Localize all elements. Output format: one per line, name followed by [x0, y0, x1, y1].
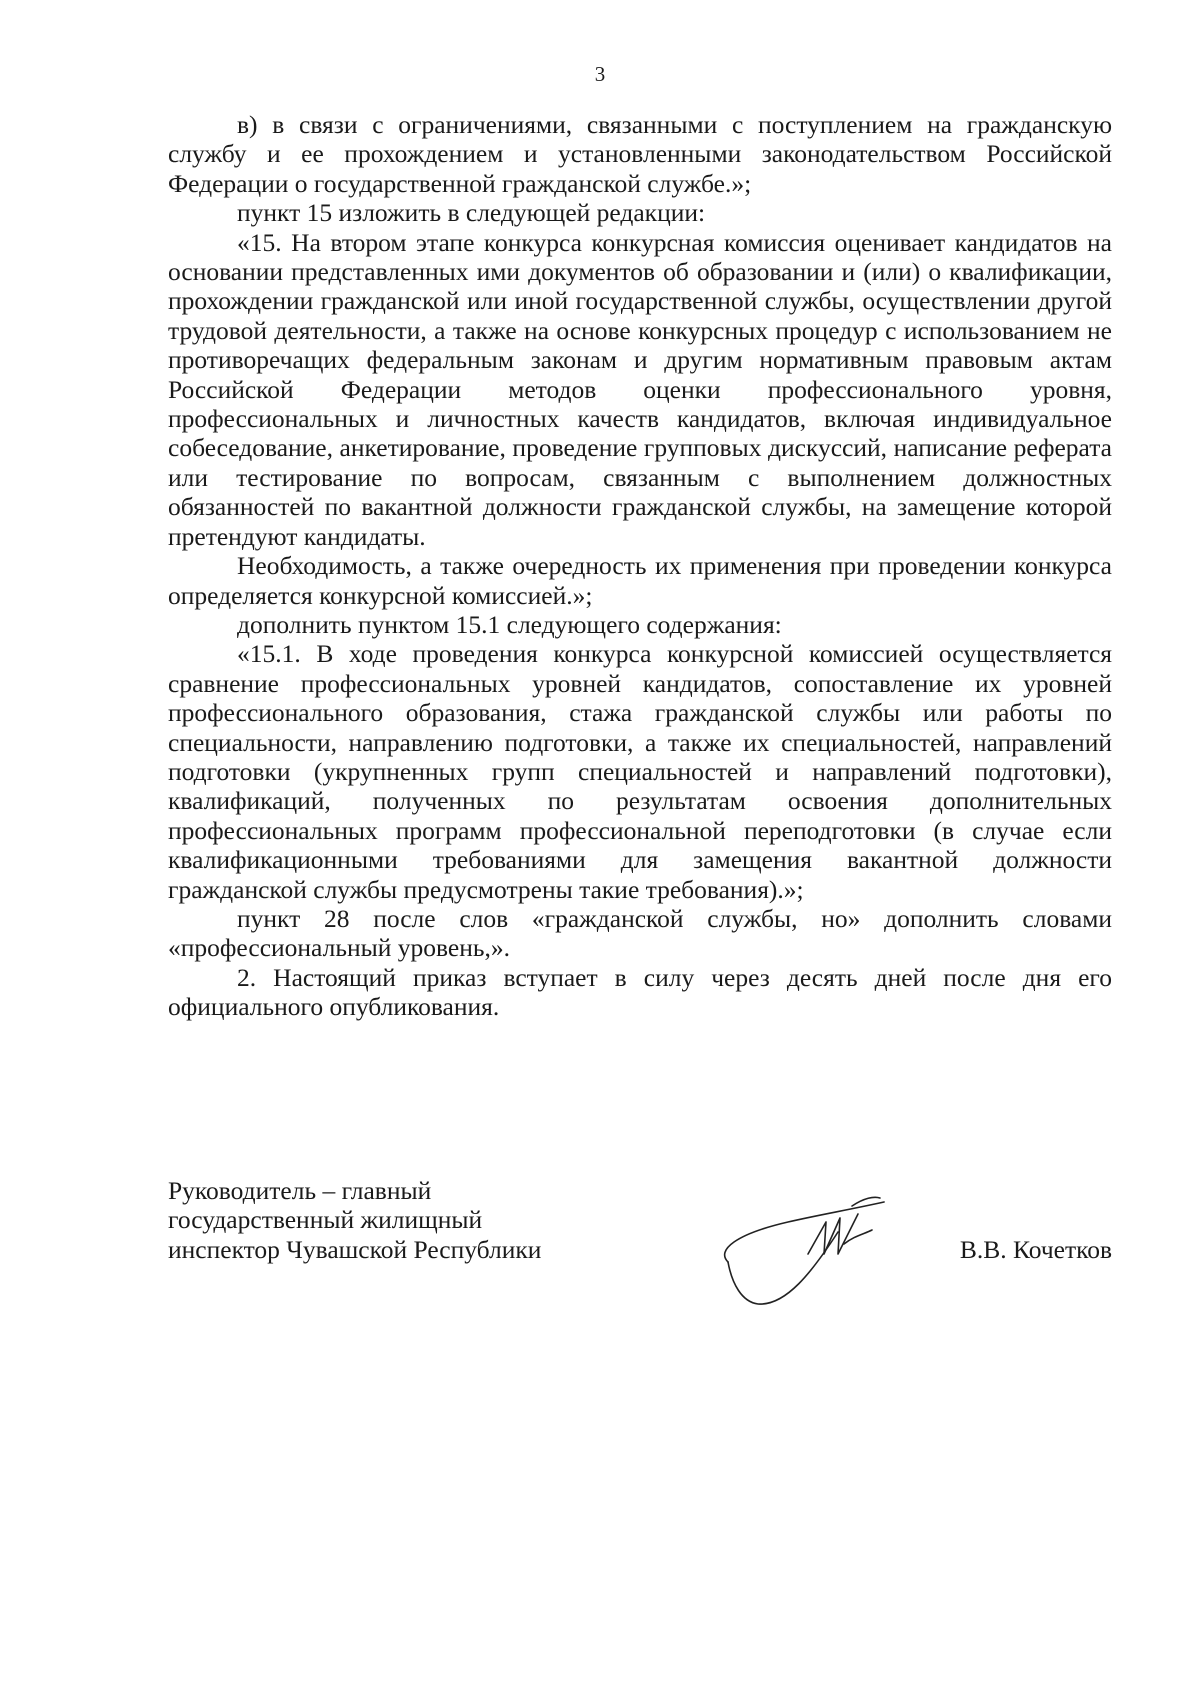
- signer-title-line-1: Руководитель – главный: [168, 1176, 432, 1205]
- signature-block: [168, 1176, 1112, 1316]
- paragraph-4: Необходимость, а также очередность их применения при проведении конкурса определяется конкурсной комиссией.»;: [168, 551, 1112, 610]
- handwritten-signature: [708, 1184, 888, 1309]
- paragraph-8: 2. Настоящий приказ вступает в силу через десять дней после дня его официального опубликования.: [168, 962, 1112, 1022]
- signer-title-line-3: инспектор Чувашской Республики: [168, 1234, 542, 1264]
- paragraph-6: «15.1. В ходе проведения конкурса конкурсной комиссией осуществляется сравнение профессиональных уровней кандидатов, сопоставление их уровней профессионального образования, стажа гражданской службы или работы по специальности, направлению подготовки, а также их специальностей, направлений подготовки (укрупненных групп специальностей и направлений подготовки), квалификаций, полученных по результатам освоения дополнительных профессиональных программ профессиональной переподготовки (в случае если квалификационными требованиями для замещения вакантной должности гражданской службы предусмотрены такие требования).»;: [168, 639, 1112, 904]
- signer-title-line-2: государственный жилищный: [168, 1205, 483, 1235]
- paragraph-2: пункт 15 изложить в следующей редакции:: [237, 198, 706, 228]
- signer-name: В.В. Кочетков: [959, 1234, 1112, 1264]
- paragraph-1: в) в связи с ограничениями, связанными с поступлением на гражданскую службу и ее прохождением и установленными законодательством Российской Федерации о государственной гражданской службе.»;: [168, 110, 1112, 198]
- paragraph-7: пункт 28 после слов «гражданской службы, но» дополнить словами «профессиональный уровень,».: [168, 903, 1112, 963]
- page-number: 3: [594, 62, 606, 86]
- paragraph-5: дополнить пунктом 15.1 следующего содержания:: [237, 609, 782, 639]
- paragraph-3: «15. На втором этапе конкурса конкурсная комиссия оценивает кандидатов на основании представленных ими документов об образовании и (или) о квалификации, прохождении гражданской или иной государственной службы, осуществлении другой трудовой деятельности, а также на основе конкурсных процедур с использованием не противоречащих федеральным законам и другим нормативным правовым актам Российской Федерации методов оценки профессионального уровня, профессиональных и личностных качеств кандидатов, включая индивидуальное собеседование, анкетирование, проведение групповых дискуссий, написание реферата или тестирование по вопросам, связанным с выполнением должностных обязанностей по вакантной должности гражданской службы, на замещение которой претендуют кандидаты.: [168, 227, 1112, 551]
- document-body: [168, 110, 1112, 1022]
